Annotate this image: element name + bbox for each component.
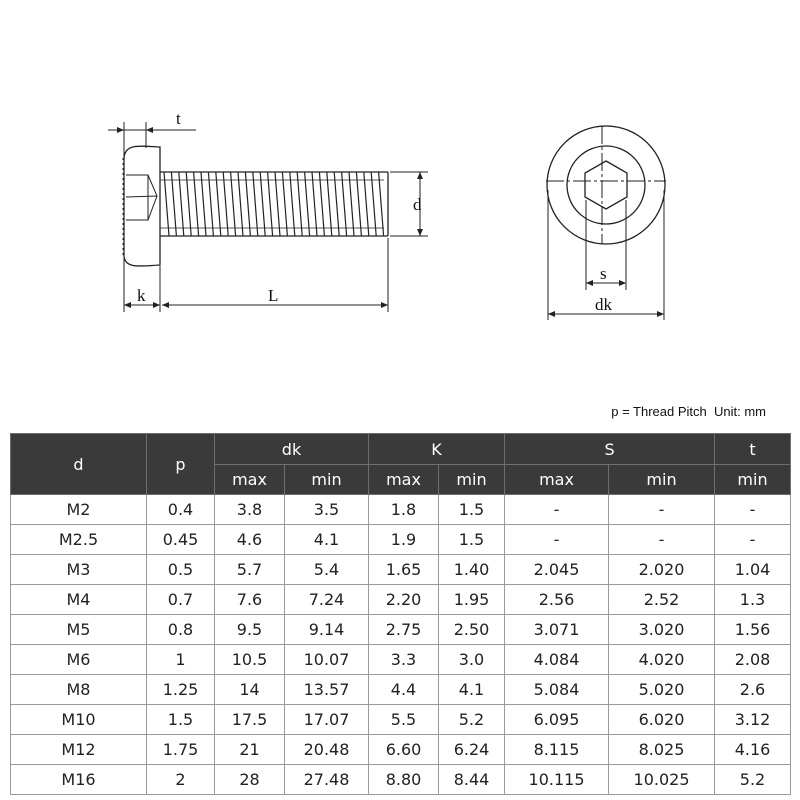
header-S: S bbox=[505, 434, 715, 465]
thread-crest-line bbox=[334, 172, 339, 236]
cell-d: M3 bbox=[11, 555, 147, 585]
cell-S-min: 2.020 bbox=[609, 555, 715, 585]
t-label: t bbox=[176, 109, 181, 128]
thread-crest-line bbox=[231, 172, 236, 236]
cell-dk-max: 3.8 bbox=[215, 495, 285, 525]
cell-d: M5 bbox=[11, 615, 147, 645]
cell-K-min: 6.24 bbox=[439, 735, 505, 765]
cell-K-min: 3.0 bbox=[439, 645, 505, 675]
cell-d: M16 bbox=[11, 765, 147, 795]
k-arrow-left bbox=[124, 302, 131, 308]
cell-dk-max: 14 bbox=[215, 675, 285, 705]
head-outer-circle bbox=[547, 126, 665, 244]
cell-S-min: 5.020 bbox=[609, 675, 715, 705]
legend-note bbox=[611, 404, 766, 419]
cell-K-min: 1.5 bbox=[439, 525, 505, 555]
cell-d: M6 bbox=[11, 645, 147, 675]
k-arrow-right bbox=[153, 302, 160, 308]
header-S-min: min bbox=[609, 465, 715, 495]
cell-K-min: 4.1 bbox=[439, 675, 505, 705]
table-row bbox=[11, 765, 791, 795]
header-K-max: max bbox=[369, 465, 439, 495]
header-dk: dk bbox=[215, 434, 369, 465]
L-label: L bbox=[268, 286, 279, 305]
cell-S-min: - bbox=[609, 525, 715, 555]
cell-p: 1.25 bbox=[147, 675, 215, 705]
cell-S-min: 3.020 bbox=[609, 615, 715, 645]
dk-arrow-right bbox=[657, 311, 664, 317]
thread-crest-line bbox=[356, 172, 361, 236]
thread-crest-line bbox=[342, 172, 347, 236]
cell-dk-min: 3.5 bbox=[285, 495, 369, 525]
cell-S-max: 4.084 bbox=[505, 645, 609, 675]
cell-t-min: 1.56 bbox=[715, 615, 791, 645]
thread-crest-line bbox=[371, 172, 376, 236]
header-dk-max: max bbox=[215, 465, 285, 495]
thread-crest-line bbox=[253, 172, 258, 236]
cell-dk-max: 28 bbox=[215, 765, 285, 795]
thread-crest-line bbox=[223, 172, 228, 236]
table-row bbox=[11, 645, 791, 675]
thread-crest-line bbox=[297, 172, 302, 236]
table-row bbox=[11, 555, 791, 585]
cell-K-max: 3.3 bbox=[369, 645, 439, 675]
thread-lines bbox=[164, 172, 384, 236]
table-row bbox=[11, 585, 791, 615]
cell-K-max: 2.20 bbox=[369, 585, 439, 615]
thread-crest-line bbox=[349, 172, 354, 236]
table-row bbox=[11, 675, 791, 705]
cell-S-max: 2.045 bbox=[505, 555, 609, 585]
cell-K-min: 1.40 bbox=[439, 555, 505, 585]
thread-crest-line bbox=[179, 172, 184, 236]
cell-t-min: 1.3 bbox=[715, 585, 791, 615]
header-K-min: min bbox=[439, 465, 505, 495]
s-arrow-left bbox=[586, 280, 593, 286]
cell-K-min: 1.5 bbox=[439, 495, 505, 525]
cell-p: 0.4 bbox=[147, 495, 215, 525]
table-row bbox=[11, 735, 791, 765]
cell-dk-min: 27.48 bbox=[285, 765, 369, 795]
thread-crest-line bbox=[275, 172, 280, 236]
cell-S-max: 10.115 bbox=[505, 765, 609, 795]
L-arrow-right bbox=[381, 302, 388, 308]
cell-dk-min: 9.14 bbox=[285, 615, 369, 645]
thread-crest-line bbox=[164, 172, 169, 236]
cell-d: M8 bbox=[11, 675, 147, 705]
cell-K-min: 2.50 bbox=[439, 615, 505, 645]
cell-d: M2.5 bbox=[11, 525, 147, 555]
thread-crest-line bbox=[186, 172, 191, 236]
thread-crest-line bbox=[201, 172, 206, 236]
cell-t-min: 3.12 bbox=[715, 705, 791, 735]
cell-S-min: - bbox=[609, 495, 715, 525]
dk-arrow-left bbox=[548, 311, 555, 317]
cell-dk-max: 5.7 bbox=[215, 555, 285, 585]
cell-dk-min: 13.57 bbox=[285, 675, 369, 705]
cell-p: 0.45 bbox=[147, 525, 215, 555]
header-S-max: max bbox=[505, 465, 609, 495]
thread-crest-line bbox=[364, 172, 369, 236]
cell-S-min: 10.025 bbox=[609, 765, 715, 795]
cell-p: 0.7 bbox=[147, 585, 215, 615]
cell-dk-max: 10.5 bbox=[215, 645, 285, 675]
header-d: d bbox=[11, 434, 147, 495]
s-arrow-right bbox=[619, 280, 626, 286]
thread-crest-line bbox=[260, 172, 265, 236]
cell-dk-max: 21 bbox=[215, 735, 285, 765]
cell-K-max: 6.60 bbox=[369, 735, 439, 765]
k-label: k bbox=[137, 286, 146, 305]
header-p: p bbox=[147, 434, 215, 495]
thread-pitch-note: p = Thread Pitch bbox=[611, 404, 707, 419]
cell-p: 2 bbox=[147, 765, 215, 795]
thread-crest-line bbox=[379, 172, 384, 236]
cell-t-min: 2.08 bbox=[715, 645, 791, 675]
thread-crest-line bbox=[305, 172, 310, 236]
cell-p: 1.75 bbox=[147, 735, 215, 765]
cell-t-min: - bbox=[715, 495, 791, 525]
d-arrow-top bbox=[417, 172, 423, 179]
dimension-table bbox=[10, 433, 791, 795]
thread-crest-line bbox=[208, 172, 213, 236]
cell-S-min: 4.020 bbox=[609, 645, 715, 675]
thread-crest-line bbox=[319, 172, 324, 236]
cell-d: M10 bbox=[11, 705, 147, 735]
cell-dk-min: 17.07 bbox=[285, 705, 369, 735]
cell-t-min: 5.2 bbox=[715, 765, 791, 795]
cell-dk-max: 9.5 bbox=[215, 615, 285, 645]
cell-S-max: - bbox=[505, 525, 609, 555]
cell-dk-max: 4.6 bbox=[215, 525, 285, 555]
table-row bbox=[11, 615, 791, 645]
cell-S-min: 8.025 bbox=[609, 735, 715, 765]
cell-S-min: 6.020 bbox=[609, 705, 715, 735]
hex-socket-hidden-lines bbox=[126, 175, 157, 220]
table-row bbox=[11, 705, 791, 735]
thread-crest-line bbox=[245, 172, 250, 236]
cell-dk-min: 4.1 bbox=[285, 525, 369, 555]
cell-S-max: 3.071 bbox=[505, 615, 609, 645]
cell-t-min: 4.16 bbox=[715, 735, 791, 765]
cell-K-max: 8.80 bbox=[369, 765, 439, 795]
cell-d: M2 bbox=[11, 495, 147, 525]
cell-p: 0.5 bbox=[147, 555, 215, 585]
header-dk-min: min bbox=[285, 465, 369, 495]
header-t-min: min bbox=[715, 465, 791, 495]
unit-note: Unit: mm bbox=[714, 404, 766, 419]
cell-K-min: 5.2 bbox=[439, 705, 505, 735]
cell-d: M4 bbox=[11, 585, 147, 615]
cell-S-max: 5.084 bbox=[505, 675, 609, 705]
cell-dk-min: 7.24 bbox=[285, 585, 369, 615]
head-inner-circle bbox=[567, 146, 645, 224]
cell-K-max: 2.75 bbox=[369, 615, 439, 645]
header-K: K bbox=[369, 434, 505, 465]
cell-K-max: 5.5 bbox=[369, 705, 439, 735]
cell-dk-max: 17.5 bbox=[215, 705, 285, 735]
d-label: d bbox=[413, 195, 422, 214]
thread-crest-line bbox=[171, 172, 176, 236]
cell-t-min: 2.6 bbox=[715, 675, 791, 705]
hex-socket-outline bbox=[585, 161, 627, 209]
thread-crest-line bbox=[327, 172, 332, 236]
cell-K-min: 8.44 bbox=[439, 765, 505, 795]
table-body bbox=[11, 495, 791, 795]
cell-K-min: 1.95 bbox=[439, 585, 505, 615]
dk-label: dk bbox=[595, 295, 612, 314]
cell-K-max: 1.65 bbox=[369, 555, 439, 585]
cell-dk-min: 20.48 bbox=[285, 735, 369, 765]
table-row bbox=[11, 495, 791, 525]
thread-crest-line bbox=[290, 172, 295, 236]
thread-crest-line bbox=[194, 172, 199, 236]
t-arrow-right bbox=[146, 127, 153, 133]
cell-S-max: 6.095 bbox=[505, 705, 609, 735]
cell-K-max: 1.8 bbox=[369, 495, 439, 525]
thread-crest-line bbox=[268, 172, 273, 236]
cell-dk-min: 5.4 bbox=[285, 555, 369, 585]
screw-head-outline bbox=[124, 146, 160, 266]
cell-t-min: - bbox=[715, 525, 791, 555]
header-t: t bbox=[715, 434, 791, 465]
cell-d: M12 bbox=[11, 735, 147, 765]
cell-p: 1 bbox=[147, 645, 215, 675]
thread-crest-line bbox=[312, 172, 317, 236]
cell-S-max: 8.115 bbox=[505, 735, 609, 765]
cell-t-min: 1.04 bbox=[715, 555, 791, 585]
thread-crest-line bbox=[282, 172, 287, 236]
thread-crest-line bbox=[216, 172, 221, 236]
cell-S-max: - bbox=[505, 495, 609, 525]
cell-dk-min: 10.07 bbox=[285, 645, 369, 675]
L-arrow-left bbox=[162, 302, 169, 308]
cell-K-max: 4.4 bbox=[369, 675, 439, 705]
cell-K-max: 1.9 bbox=[369, 525, 439, 555]
cell-dk-max: 7.6 bbox=[215, 585, 285, 615]
d-arrow-bottom bbox=[417, 229, 423, 236]
thread-crest-line bbox=[238, 172, 243, 236]
cell-S-max: 2.56 bbox=[505, 585, 609, 615]
t-arrow-left bbox=[117, 127, 124, 133]
table-row bbox=[11, 525, 791, 555]
s-label: s bbox=[600, 264, 607, 283]
cell-S-min: 2.52 bbox=[609, 585, 715, 615]
cell-p: 0.8 bbox=[147, 615, 215, 645]
cell-p: 1.5 bbox=[147, 705, 215, 735]
